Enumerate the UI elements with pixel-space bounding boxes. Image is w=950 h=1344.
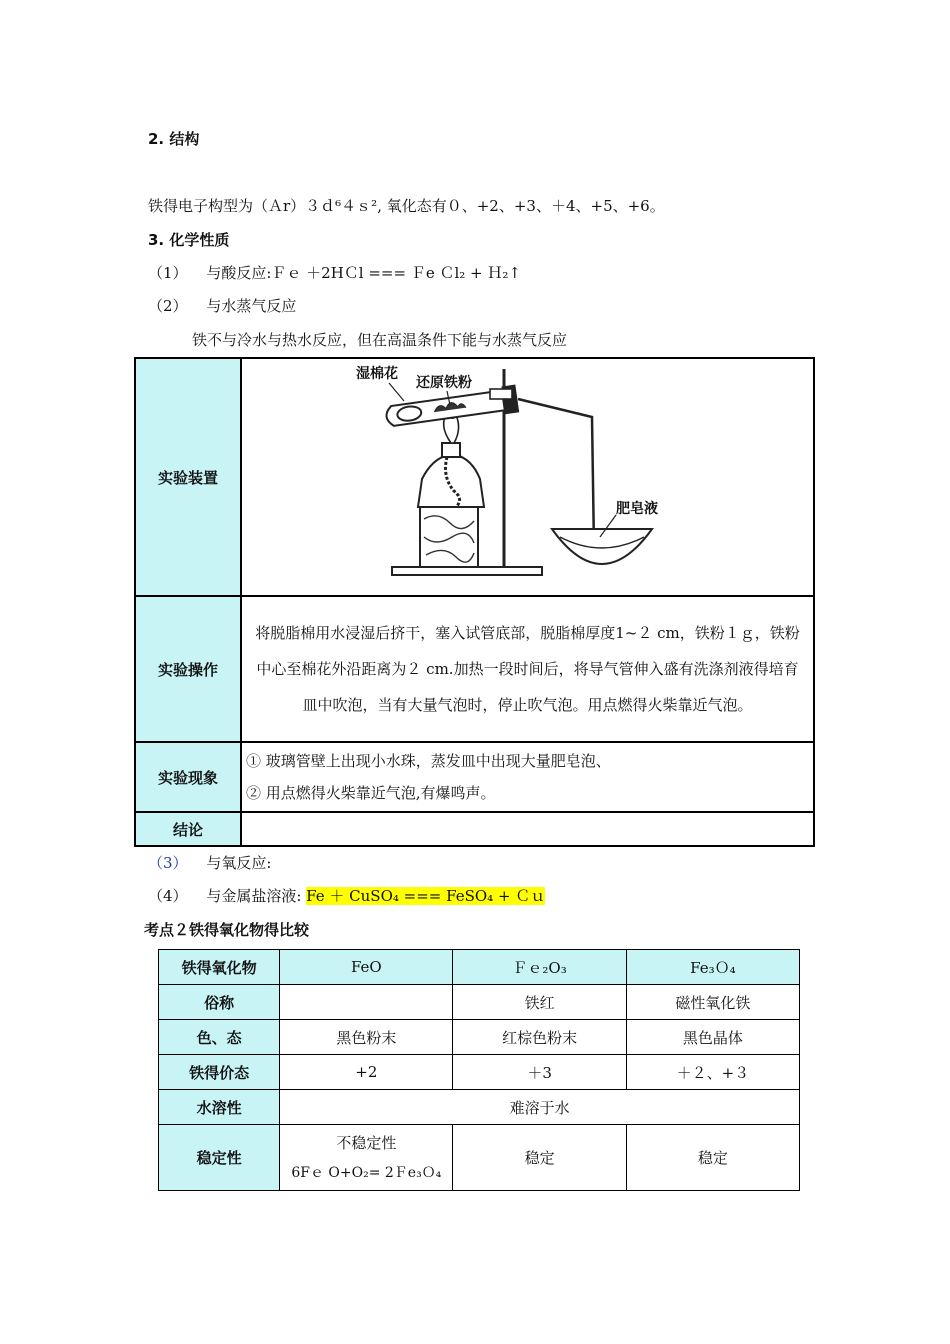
phenomenon-line-2: ② 用点燃得火柴靠近气泡,有爆鸣声。 — [246, 784, 496, 802]
stand-base — [392, 567, 542, 575]
phenomenon-cell — [241, 742, 814, 812]
stability-feo-line-1: 不稳定性 — [336, 1133, 397, 1152]
table-cell: +2 — [280, 1055, 453, 1090]
item-2-text: 与水蒸气反应 — [206, 297, 297, 315]
table-cell: 黑色粉末 — [280, 1020, 453, 1055]
experiment-table — [134, 357, 815, 847]
table-cell: 稳定 — [453, 1125, 626, 1191]
item-4 — [148, 885, 545, 906]
delivery-tube — [518, 399, 594, 549]
stability-feo-line-2: 6Fｅ O+O₂= 2Ｆe₃Ｏ₄ — [291, 1164, 442, 1181]
row-label-conclusion: 结论 — [135, 812, 241, 846]
header-oxide: 铁得氧化物 — [159, 950, 280, 985]
table-cell: ＋3 — [453, 1055, 626, 1090]
item-3-text: 与氧反应: — [206, 854, 272, 872]
row-label-stability: 稳定性 — [159, 1125, 280, 1191]
row-label-solubility: 水溶性 — [159, 1090, 280, 1125]
header-fe2o3: Ｆｅ₂O₃ — [453, 950, 626, 985]
label-wet-cotton: 湿棉花 — [356, 366, 398, 382]
alcohol-lamp — [418, 455, 484, 507]
operation-text: 将脱脂棉用水浸湿后挤干，塞入试管底部，脱脂棉厚度1~２ cm，铁粉１ｇ，铁粉中心至棉花外沿距离为２ cm.加热一段时间后，将导气管伸入盛有洗涤剂液得培育皿中吹泡，当有大量气泡时，停止吹气泡。用点燃得火柴靠近气泡。 — [241, 596, 814, 742]
header-fe3o4: Fe₃Ｏ₄ — [626, 950, 799, 985]
stability-feo-cell — [280, 1125, 453, 1191]
table-cell: ＋２、+３ — [626, 1055, 799, 1090]
header-feo: FeO — [280, 950, 453, 985]
wood-block — [420, 507, 478, 567]
item-4-text: 与金属盐溶液: — [206, 887, 302, 905]
row-label-common-name: 俗称 — [159, 985, 280, 1020]
oxide-comparison-table — [158, 949, 800, 1191]
apparatus-diagram-cell — [241, 358, 814, 596]
item-1-number: （1） — [148, 264, 188, 282]
row-label-color-state: 色、态 — [159, 1020, 280, 1055]
phenomenon-line-1: ① 玻璃管壁上出现小水珠，蒸发皿中出现大量肥皂泡、 — [246, 752, 611, 770]
table-cell — [280, 985, 453, 1020]
label-iron-powder: 还原铁粉 — [416, 375, 472, 391]
section-2-heading: 2. 结构 — [148, 130, 200, 148]
item-2 — [148, 295, 296, 316]
conclusion-cell — [241, 812, 814, 846]
table-cell: 铁红 — [453, 985, 626, 1020]
item-2-note: 铁不与冷水与热水反应，但在高温条件下能与水蒸气反应 — [192, 331, 568, 349]
row-label-apparatus: 实验装置 — [135, 358, 241, 596]
item-3 — [148, 852, 271, 873]
item-4-equation: Fe ＋ CuSO₄ === FeSO₄ + Ｃｕ — [306, 887, 546, 905]
electron-config-text: 铁得电子构型为（Ａr）３ｄ⁶４ｓ², 氧化态有０、+2、+3、＋4、+5、+6。 — [148, 197, 665, 215]
row-label-phenomenon: 实验现象 — [135, 742, 241, 812]
apparatus-diagram — [242, 359, 813, 591]
table-cell: 稳定 — [626, 1125, 799, 1191]
solubility-merged-cell: 难溶于水 — [280, 1090, 800, 1125]
label-soap: 肥皂液 — [616, 501, 658, 517]
table-cell: 磁性氧化铁 — [626, 985, 799, 1020]
item-4-number: （4） — [148, 887, 188, 905]
table-cell: 黑色晶体 — [626, 1020, 799, 1055]
item-2-number: （2） — [148, 297, 188, 315]
table-cell: 红棕色粉末 — [453, 1020, 626, 1055]
row-label-valence: 铁得价态 — [159, 1055, 280, 1090]
section-3-heading: 3. 化学性质 — [148, 231, 230, 249]
item-1 — [148, 262, 521, 283]
item-1-text: 与酸反应:Ｆｅ ＋2HＣl === Ｆe Ｃl₂ + Ｈ₂↑ — [206, 264, 521, 282]
kaodian-title: 考点２铁得氧化物得比较 — [144, 921, 310, 939]
row-label-operation: 实验操作 — [135, 596, 241, 742]
item-3-number: （3） — [148, 854, 188, 872]
